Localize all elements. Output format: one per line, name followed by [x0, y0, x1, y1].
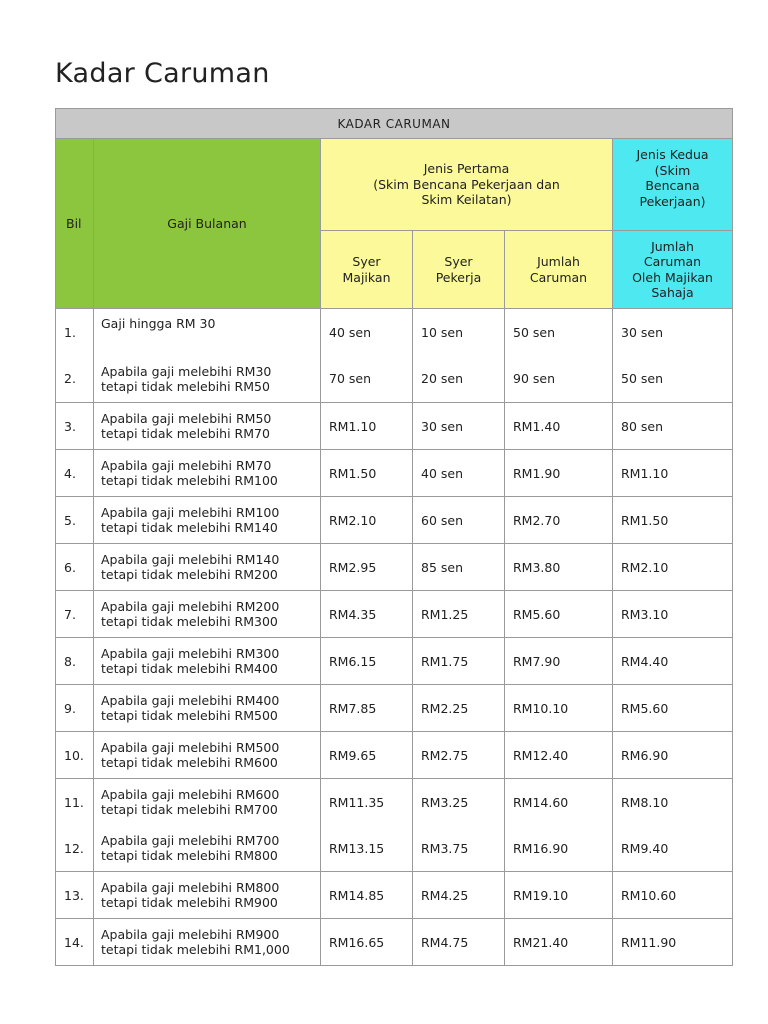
row-number: 13. [56, 872, 94, 919]
total-contribution: 90 sen [505, 356, 613, 403]
employer-only-total: 80 sen [613, 403, 733, 450]
employer-share: 70 sen [321, 356, 413, 403]
salary-range-line: Apabila gaji melebihi RM70 [101, 458, 272, 473]
row-number: 11. [56, 779, 94, 826]
employer-share: RM9.65 [321, 732, 413, 779]
employer-only-total: RM8.10 [613, 779, 733, 826]
salary-range-line: tetapi tidak melebihi RM600 [101, 755, 278, 770]
salary-range [94, 872, 321, 919]
table-row [56, 450, 733, 497]
salary-range-line: Apabila gaji melebihi RM300 [101, 646, 280, 661]
salary-range [94, 591, 321, 638]
employer-only-total: RM3.10 [613, 591, 733, 638]
salary-range-line: tetapi tidak melebihi RM100 [101, 473, 278, 488]
table-caption-row [56, 109, 733, 139]
table-body [56, 309, 733, 966]
table-row [56, 309, 733, 356]
employer-only-total: RM11.90 [613, 919, 733, 966]
row-number: 5. [56, 497, 94, 544]
header-text-line: (Skim Bencana Pekerjaan dan [373, 176, 560, 192]
salary-range-line: tetapi tidak melebihi RM300 [101, 614, 278, 629]
employer-only-total: RM9.40 [613, 826, 733, 872]
employee-share: RM4.25 [413, 872, 505, 919]
header-text-line: Caruman [529, 269, 588, 285]
table-row [56, 403, 733, 450]
employer-only-total: RM1.10 [613, 450, 733, 497]
header-text-line: (Skim [654, 162, 691, 178]
row-number: 3. [56, 403, 94, 450]
employee-share: 30 sen [413, 403, 505, 450]
table-row [56, 591, 733, 638]
employer-share: RM14.85 [321, 872, 413, 919]
table-row [56, 497, 733, 544]
header-text-line: Pekerja [435, 269, 482, 285]
employee-share: RM2.75 [413, 732, 505, 779]
salary-range-line: Apabila gaji melebihi RM500 [101, 740, 280, 755]
salary-range-line: tetapi tidak melebihi RM700 [101, 802, 278, 818]
total-contribution: RM21.40 [505, 919, 613, 966]
salary-range-line: tetapi tidak melebihi RM70 [101, 426, 270, 441]
total-contribution: RM1.40 [505, 403, 613, 450]
employer-share: RM6.15 [321, 638, 413, 685]
employee-share: 40 sen [413, 450, 505, 497]
row-number: 2. [56, 356, 94, 403]
row-number: 4. [56, 450, 94, 497]
header-text-line: Skim Keilatan) [421, 192, 512, 208]
employee-share: RM2.25 [413, 685, 505, 732]
salary-range-line: Gaji hingga RM 30 [101, 316, 216, 331]
employee-share: 10 sen [413, 309, 505, 356]
table-row [56, 544, 733, 591]
salary-range [94, 732, 321, 779]
salary-range [94, 450, 321, 497]
table-row [56, 919, 733, 966]
salary-range-line: Apabila gaji melebihi RM50 [101, 411, 272, 426]
header-jenis-pertama [321, 139, 613, 231]
employer-share: RM11.35 [321, 779, 413, 826]
header-row-1 [56, 139, 733, 231]
employee-share: 60 sen [413, 497, 505, 544]
total-contribution: RM3.80 [505, 544, 613, 591]
employer-share: RM2.10 [321, 497, 413, 544]
salary-range [94, 544, 321, 591]
header-text-line: Jenis Kedua [636, 147, 709, 162]
table-caption: KADAR CARUMAN [56, 109, 733, 139]
table-row [56, 826, 733, 872]
header-gaji-bulanan: Gaji Bulanan [94, 139, 321, 309]
total-contribution: RM5.60 [505, 591, 613, 638]
total-contribution: 50 sen [505, 309, 613, 356]
header-jumlah-caruman [505, 231, 613, 309]
header-text-line: Caruman [643, 254, 702, 269]
header-text-line: Oleh Majikan [632, 269, 713, 285]
row-number: 6. [56, 544, 94, 591]
salary-range [94, 497, 321, 544]
employer-only-total: RM4.40 [613, 638, 733, 685]
salary-range [94, 779, 321, 826]
salary-range [94, 403, 321, 450]
salary-range-line: tetapi tidak melebihi RM800 [101, 848, 278, 864]
employer-share: RM13.15 [321, 826, 413, 872]
table-row [56, 638, 733, 685]
employer-share: 40 sen [321, 309, 413, 356]
salary-range-line: Apabila gaji melebihi RM140 [101, 552, 280, 567]
employer-only-total: RM10.60 [613, 872, 733, 919]
header-text-line: Majikan [342, 269, 391, 285]
employee-share: 20 sen [413, 356, 505, 403]
header-text-line: Bencana [645, 178, 700, 193]
employee-share: RM3.75 [413, 826, 505, 872]
employer-only-total: RM6.90 [613, 732, 733, 779]
row-number: 1. [56, 309, 94, 356]
salary-range-line: tetapi tidak melebihi RM500 [101, 708, 278, 723]
salary-range-line: tetapi tidak melebihi RM50 [101, 378, 270, 394]
row-number: 7. [56, 591, 94, 638]
row-number: 8. [56, 638, 94, 685]
employer-only-total: 30 sen [613, 309, 733, 356]
total-contribution: RM1.90 [505, 450, 613, 497]
salary-range-line: tetapi tidak melebihi RM200 [101, 567, 278, 582]
salary-range-line: Apabila gaji melebihi RM900 [101, 927, 280, 942]
employee-share: RM1.75 [413, 638, 505, 685]
salary-range [94, 309, 321, 356]
employer-only-total: RM1.50 [613, 497, 733, 544]
salary-range [94, 826, 321, 872]
header-text-line: Jenis Pertama [423, 161, 510, 177]
salary-range-line: Apabila gaji melebihi RM700 [101, 833, 280, 849]
row-number: 12. [56, 826, 94, 872]
salary-range-line: Apabila gaji melebihi RM800 [101, 880, 280, 895]
salary-range-line: Apabila gaji melebihi RM100 [101, 505, 280, 520]
header-jumlah-majikan [613, 231, 733, 309]
table-row [56, 872, 733, 919]
employer-share: RM1.10 [321, 403, 413, 450]
employer-share: RM1.50 [321, 450, 413, 497]
salary-range [94, 685, 321, 732]
total-contribution: RM7.90 [505, 638, 613, 685]
header-bil: Bil [56, 139, 94, 309]
contribution-table [55, 108, 733, 966]
salary-range [94, 356, 321, 403]
total-contribution: RM2.70 [505, 497, 613, 544]
salary-range [94, 919, 321, 966]
header-text-line: Sahaja [651, 285, 694, 300]
employer-share: RM16.65 [321, 919, 413, 966]
salary-range-line: Apabila gaji melebihi RM600 [101, 787, 280, 803]
salary-range-line: tetapi tidak melebihi RM1,000 [101, 942, 290, 957]
row-number: 9. [56, 685, 94, 732]
salary-range-line: Apabila gaji melebihi RM400 [101, 693, 280, 708]
total-contribution: RM10.10 [505, 685, 613, 732]
header-text-line: Syer [352, 254, 381, 269]
total-contribution: RM16.90 [505, 826, 613, 872]
employee-share: 85 sen [413, 544, 505, 591]
employer-only-total: RM2.10 [613, 544, 733, 591]
header-text-line: Pekerjaan) [639, 193, 706, 209]
salary-range-line: Apabila gaji melebihi RM200 [101, 599, 280, 614]
employer-only-total: 50 sen [613, 356, 733, 403]
table-row [56, 356, 733, 403]
employer-share: RM2.95 [321, 544, 413, 591]
header-text-line: Jumlah [537, 254, 580, 269]
total-contribution: RM19.10 [505, 872, 613, 919]
salary-range-line: Apabila gaji melebihi RM30 [101, 363, 272, 379]
employer-share: RM7.85 [321, 685, 413, 732]
salary-range-line: tetapi tidak melebihi RM400 [101, 661, 278, 676]
employee-share: RM3.25 [413, 779, 505, 826]
employer-only-total: RM5.60 [613, 685, 733, 732]
row-number: 14. [56, 919, 94, 966]
header-syer-majikan [321, 231, 413, 309]
table-row [56, 685, 733, 732]
salary-range-line: tetapi tidak melebihi RM900 [101, 895, 278, 910]
employee-share: RM1.25 [413, 591, 505, 638]
total-contribution: RM14.60 [505, 779, 613, 826]
header-syer-pekerja [413, 231, 505, 309]
row-number: 10. [56, 732, 94, 779]
header-text-line: Jumlah [651, 238, 694, 254]
employer-share: RM4.35 [321, 591, 413, 638]
table-row [56, 732, 733, 779]
employee-share: RM4.75 [413, 919, 505, 966]
header-text-line: Syer [444, 254, 473, 269]
table-row [56, 779, 733, 826]
page-title: Kadar Caruman [55, 58, 270, 89]
salary-range [94, 638, 321, 685]
salary-range-line: tetapi tidak melebihi RM140 [101, 520, 278, 535]
header-jenis-kedua [613, 139, 733, 231]
total-contribution: RM12.40 [505, 732, 613, 779]
